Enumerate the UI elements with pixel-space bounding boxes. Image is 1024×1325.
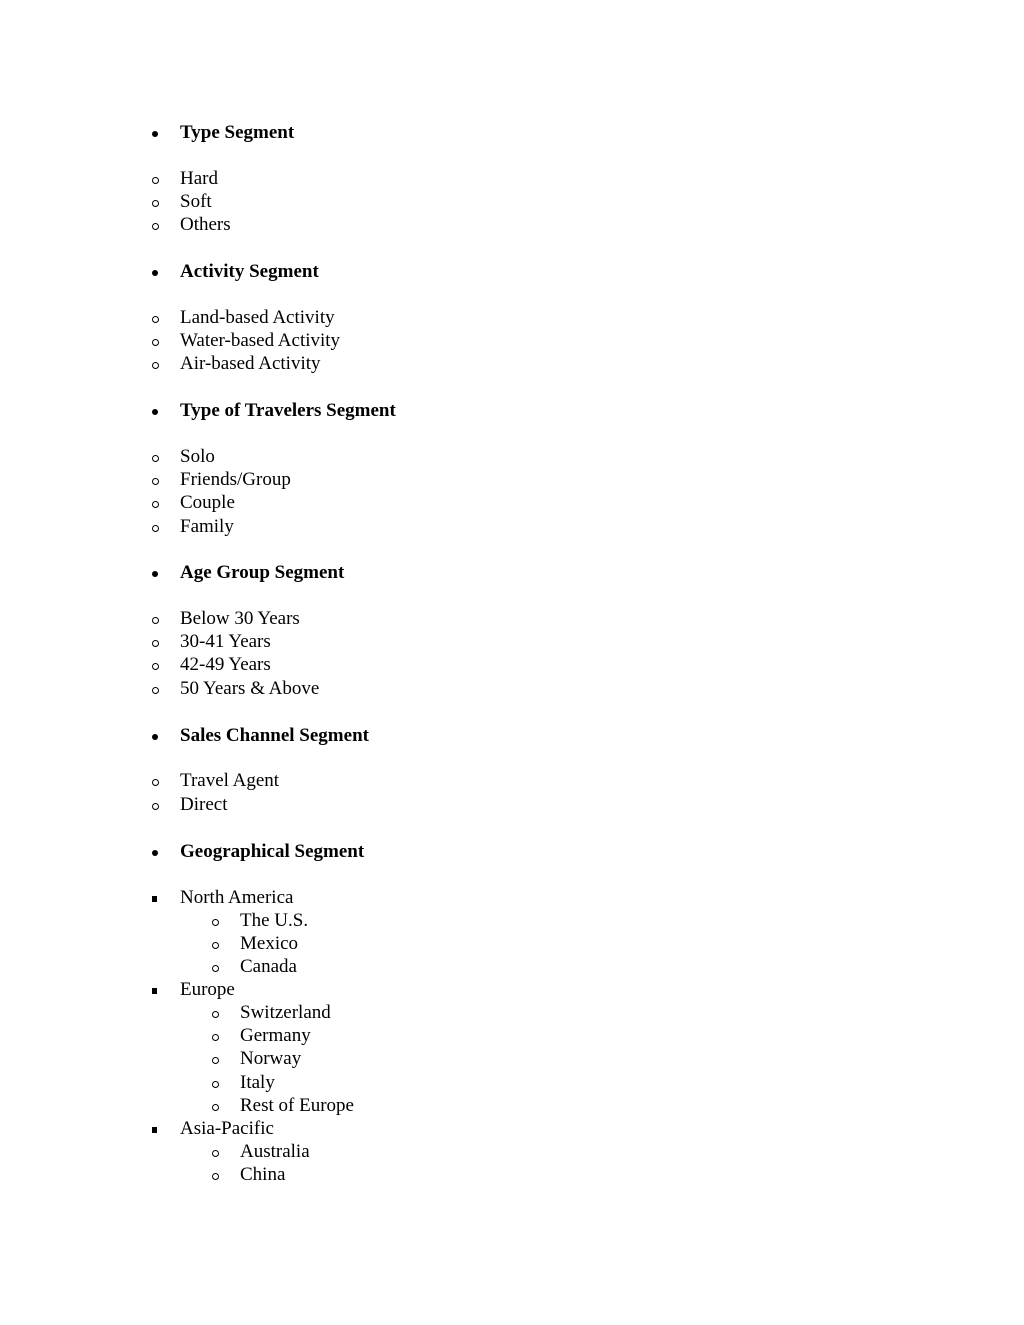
country-name: Australia [240,1141,310,1162]
heading-text: Age Group Segment [180,562,345,583]
region-name: North America [180,887,294,908]
circle-bullet-icon [152,223,159,230]
circle-bullet-icon [152,663,159,670]
region-name: Asia-Pacific [180,1118,274,1139]
list-item-text: Family [180,516,234,537]
heading-text: Geographical Segment [180,841,365,862]
circle-bullet-icon [212,1150,219,1157]
heading-text: Activity Segment [180,261,319,282]
list-item-text: Soft [180,191,212,212]
circle-bullet-icon [152,362,159,369]
circle-bullet-icon [212,1081,219,1088]
square-bullet-icon [152,896,157,902]
circle-bullet-icon [152,640,159,647]
country-name: Switzerland [240,1002,331,1023]
circle-bullet-icon [212,919,219,926]
list-item-text: Friends/Group [180,469,291,490]
list-item-text: Air-based Activity [180,353,321,374]
bullet-icon [152,131,158,137]
list-item-text: Others [180,214,231,235]
circle-bullet-icon [152,316,159,323]
bullet-icon [152,571,158,577]
bullet-icon [152,734,158,740]
bullet-icon [152,270,158,276]
circle-bullet-icon [152,617,159,624]
bullet-icon [152,409,158,415]
circle-bullet-icon [152,779,159,786]
circle-bullet-icon [212,1057,219,1064]
circle-bullet-icon [152,339,159,346]
list-item-text: Couple [180,492,235,513]
country-name: Mexico [240,933,299,954]
list-item-text: Travel Agent [180,770,280,791]
circle-bullet-icon [212,1034,219,1041]
square-bullet-icon [152,988,157,994]
circle-bullet-icon [152,803,159,810]
heading-text: Type of Travelers Segment [180,400,396,421]
circle-bullet-icon [152,687,159,694]
circle-bullet-icon [152,478,159,485]
list-item-text: Solo [180,446,215,467]
country-name: Norway [240,1048,302,1069]
heading-text: Sales Channel Segment [180,725,369,746]
circle-bullet-icon [212,1104,219,1111]
country-name: Canada [240,956,297,977]
circle-bullet-icon [152,455,159,462]
circle-bullet-icon [152,177,159,184]
list-item-text: 42-49 Years [180,654,271,675]
circle-bullet-icon [212,1011,219,1018]
list-item-text: Hard [180,168,218,189]
square-bullet-icon [152,1127,157,1133]
country-name: Germany [240,1025,311,1046]
country-name: Rest of Europe [240,1095,354,1116]
list-item-text: Water-based Activity [180,330,341,351]
list-item-text: Land-based Activity [180,307,335,328]
circle-bullet-icon [212,965,219,972]
heading-text: Type Segment [180,122,295,143]
circle-bullet-icon [152,501,159,508]
country-name: The U.S. [240,910,309,931]
circle-bullet-icon [212,942,219,949]
country-name: Italy [240,1072,275,1093]
list-item-text: Direct [180,794,228,815]
bullet-icon [152,850,158,856]
list-item-text: Below 30 Years [180,608,300,629]
list-item-text: 50 Years & Above [180,678,320,699]
circle-bullet-icon [212,1173,219,1180]
circle-bullet-icon [152,525,159,532]
list-item-text: 30-41 Years [180,631,271,652]
region-name: Europe [180,979,235,1000]
circle-bullet-icon [152,200,159,207]
country-name: China [240,1164,286,1185]
